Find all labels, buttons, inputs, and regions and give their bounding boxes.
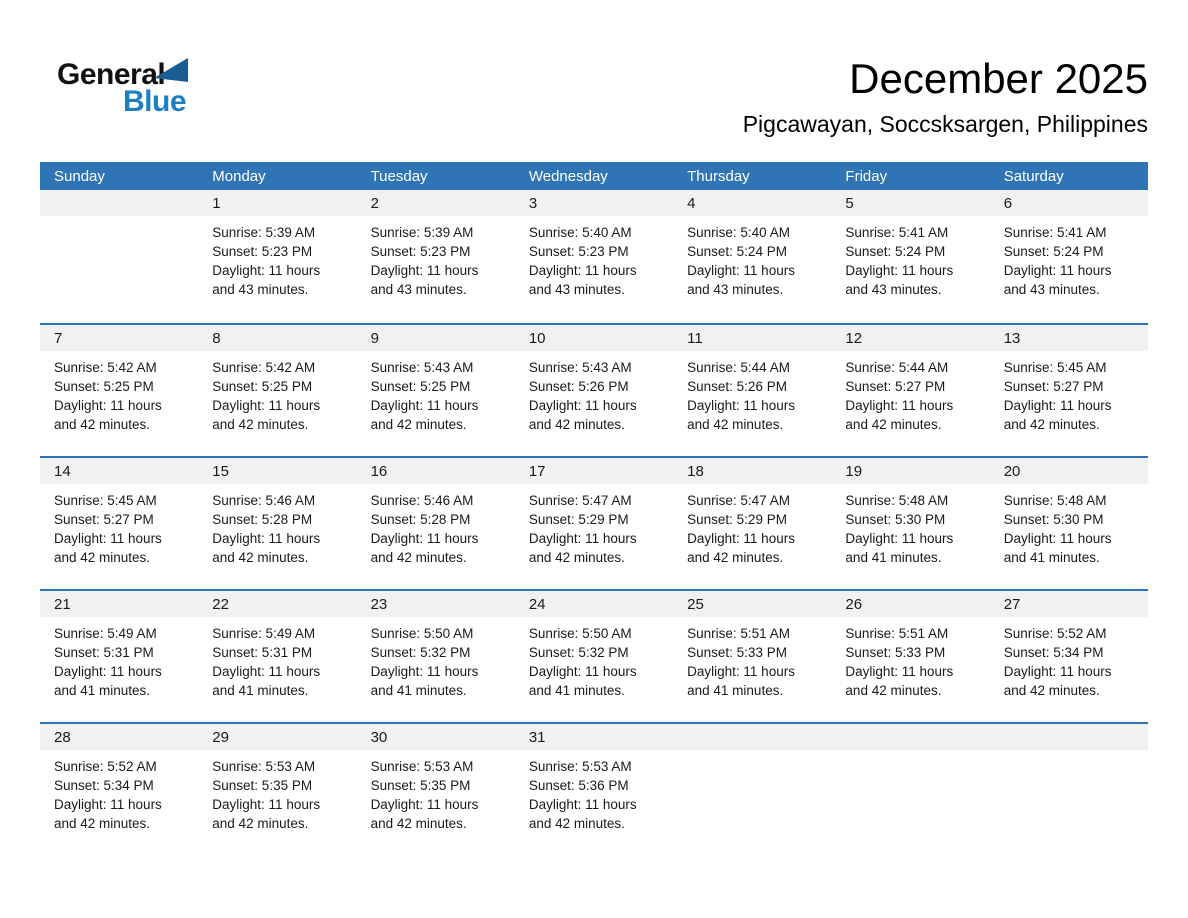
daylight-line-1: Daylight: 11 hours	[54, 531, 162, 546]
day-number: 14	[54, 462, 71, 480]
day-number: 26	[845, 595, 863, 613]
day-number: 31	[528, 728, 546, 746]
day-number: 21	[54, 595, 71, 613]
sunset-line: Sunset: 5:25 PM	[54, 379, 154, 394]
daylight-line-1: Daylight: 11 hours	[212, 664, 321, 679]
day-number: 2	[370, 194, 379, 212]
day-number-cell	[515, 330, 673, 347]
sunset-line: Sunset: 5:27 PM	[845, 379, 946, 394]
weekday-header-friday: Friday	[845, 167, 888, 185]
day-cell-details	[198, 617, 356, 700]
day-cell-details	[40, 750, 198, 833]
empty-day-cell	[673, 750, 831, 833]
sunset-line: Sunset: 5:24 PM	[687, 244, 787, 259]
sunset-line: Sunset: 5:23 PM	[528, 244, 629, 259]
daylight-line-2: and 41 minutes.	[1003, 550, 1100, 565]
sunrise-line: Sunrise: 5:52 AM	[1003, 626, 1107, 641]
day-number-band	[40, 325, 1148, 351]
sunset-line: Sunset: 5:32 PM	[528, 645, 629, 660]
sunset-line: Sunset: 5:35 PM	[212, 778, 313, 793]
weekday-header-monday: Monday	[212, 167, 266, 185]
daylight-line-2: and 42 minutes.	[845, 417, 942, 432]
daylight-line-2: and 42 minutes.	[54, 550, 151, 565]
daylight-line-2: and 43 minutes.	[1003, 282, 1100, 297]
sunset-line: Sunset: 5:29 PM	[687, 512, 787, 527]
daylight-line-1: Daylight: 11 hours	[528, 531, 637, 546]
daylight-line-2: and 41 minutes.	[528, 683, 625, 698]
daylight-line-2: and 41 minutes.	[212, 683, 309, 698]
empty-day-cell	[831, 750, 989, 833]
sunset-line: Sunset: 5:23 PM	[212, 244, 313, 259]
day-cell-details	[990, 351, 1148, 434]
daylight-line-2: and 41 minutes.	[370, 683, 467, 698]
daylight-line-1: Daylight: 11 hours	[370, 664, 479, 679]
sunset-line: Sunset: 5:29 PM	[528, 512, 629, 527]
day-number: 28	[54, 728, 71, 746]
day-number: 20	[1003, 462, 1021, 480]
day-cell-details	[40, 617, 198, 700]
day-number: 5	[845, 194, 854, 212]
day-number-cell	[515, 596, 673, 613]
daylight-line-2: and 42 minutes.	[370, 816, 467, 831]
sunrise-line: Sunrise: 5:46 AM	[370, 493, 474, 508]
calendar-weeks	[40, 190, 1148, 855]
day-number: 30	[370, 728, 388, 746]
daylight-line-1: Daylight: 11 hours	[54, 398, 162, 413]
sunrise-line: Sunrise: 5:52 AM	[54, 759, 157, 774]
sunset-line: Sunset: 5:34 PM	[54, 778, 154, 793]
daylight-line-2: and 42 minutes.	[687, 417, 784, 432]
day-number-cell	[673, 195, 831, 212]
sunrise-line: Sunrise: 5:40 AM	[528, 225, 632, 240]
sunrise-line: Sunrise: 5:43 AM	[370, 360, 474, 375]
day-number: 29	[212, 728, 229, 746]
sunrise-line: Sunrise: 5:47 AM	[687, 493, 790, 508]
daylight-line-1: Daylight: 11 hours	[528, 664, 637, 679]
sunset-line: Sunset: 5:28 PM	[212, 512, 313, 527]
daylight-line-1: Daylight: 11 hours	[528, 398, 637, 413]
daylight-line-2: and 43 minutes.	[212, 282, 309, 297]
day-number-cell	[673, 596, 831, 613]
day-details-row	[40, 484, 1148, 567]
day-number-cell	[357, 463, 515, 480]
sunset-line: Sunset: 5:26 PM	[687, 379, 787, 394]
day-number-cell	[831, 330, 989, 347]
sunrise-line: Sunrise: 5:53 AM	[370, 759, 474, 774]
sunrise-line: Sunrise: 5:40 AM	[687, 225, 790, 240]
day-cell-details	[673, 617, 831, 700]
day-cell-details	[40, 484, 198, 567]
daylight-line-1: Daylight: 11 hours	[212, 531, 321, 546]
day-number-cell	[990, 596, 1148, 613]
day-details-row	[40, 216, 1148, 299]
daylight-line-1: Daylight: 11 hours	[1003, 263, 1112, 278]
daylight-line-1: Daylight: 11 hours	[54, 797, 162, 812]
sunrise-line: Sunrise: 5:44 AM	[687, 360, 790, 375]
daylight-line-1: Daylight: 11 hours	[845, 531, 954, 546]
weekday-header-sunday: Sunday	[54, 167, 105, 185]
day-number: 3	[528, 194, 538, 212]
day-number: 25	[687, 595, 704, 613]
daylight-line-1: Daylight: 11 hours	[528, 797, 637, 812]
sunrise-line: Sunrise: 5:47 AM	[528, 493, 632, 508]
sunrise-line: Sunrise: 5:45 AM	[1003, 360, 1107, 375]
sunset-line: Sunset: 5:24 PM	[1003, 244, 1104, 259]
day-number: 19	[845, 462, 863, 480]
sunrise-line: Sunrise: 5:41 AM	[845, 225, 949, 240]
daylight-line-2: and 42 minutes.	[528, 550, 625, 565]
sunrise-line: Sunrise: 5:50 AM	[370, 626, 474, 641]
day-number: 13	[1003, 329, 1021, 347]
sunrise-line: Sunrise: 5:53 AM	[528, 759, 632, 774]
weekday-header-wednesday: Wednesday	[528, 167, 608, 185]
day-number: 11	[687, 329, 703, 347]
day-number-cell	[198, 195, 356, 212]
day-cell-details	[515, 617, 673, 700]
daylight-line-1: Daylight: 11 hours	[687, 664, 795, 679]
daylight-line-2: and 42 minutes.	[54, 417, 151, 432]
daylight-line-2: and 42 minutes.	[845, 683, 942, 698]
day-number: 24	[528, 595, 546, 613]
daylight-line-1: Daylight: 11 hours	[528, 263, 637, 278]
daylight-line-2: and 42 minutes.	[528, 417, 625, 432]
sunrise-line: Sunrise: 5:43 AM	[528, 360, 632, 375]
daylight-line-1: Daylight: 11 hours	[1003, 664, 1112, 679]
daylight-line-1: Daylight: 11 hours	[212, 263, 321, 278]
day-number: 4	[687, 194, 696, 212]
daylight-line-1: Daylight: 11 hours	[687, 398, 795, 413]
day-cell-details	[357, 216, 515, 299]
day-cell-details	[198, 750, 356, 833]
day-cell-details	[357, 484, 515, 567]
day-number-cell	[40, 596, 198, 613]
general-blue-logo	[57, 60, 186, 117]
day-cell-details	[831, 484, 989, 567]
daylight-line-1: Daylight: 11 hours	[370, 797, 479, 812]
daylight-line-2: and 42 minutes.	[687, 550, 784, 565]
daylight-line-1: Daylight: 11 hours	[1003, 398, 1112, 413]
day-number-cell	[515, 463, 673, 480]
page-title: December 2025	[849, 55, 1148, 102]
daylight-line-2: and 42 minutes.	[370, 417, 467, 432]
day-cell-details	[198, 351, 356, 434]
day-cell-details	[515, 351, 673, 434]
day-cell-details	[198, 216, 356, 299]
day-cell-details	[357, 617, 515, 700]
sunset-line: Sunset: 5:27 PM	[54, 512, 154, 527]
daylight-line-1: Daylight: 11 hours	[845, 664, 954, 679]
day-number-cell	[990, 330, 1148, 347]
daylight-line-2: and 41 minutes.	[845, 550, 942, 565]
day-number: 1	[212, 194, 221, 212]
calendar-table	[40, 162, 1148, 855]
day-cell-details	[357, 351, 515, 434]
week-row	[40, 190, 1148, 323]
sunrise-line: Sunrise: 5:53 AM	[212, 759, 316, 774]
day-cell-details	[673, 351, 831, 434]
day-number-cell	[40, 330, 198, 347]
page-header	[0, 0, 1188, 162]
day-number-band	[40, 190, 1148, 216]
day-number-cell	[357, 729, 515, 746]
day-number: 16	[370, 462, 388, 480]
day-number-cell	[40, 729, 198, 746]
daylight-line-2: and 42 minutes.	[370, 550, 467, 565]
daylight-line-2: and 42 minutes.	[1003, 417, 1100, 432]
day-number-cell	[515, 729, 673, 746]
day-number-band	[40, 591, 1148, 617]
sunset-line: Sunset: 5:36 PM	[528, 778, 629, 793]
weekday-header-thursday: Thursday	[687, 167, 750, 185]
logo-triangle-icon	[154, 58, 188, 90]
day-cell-details	[831, 216, 989, 299]
sunset-line: Sunset: 5:27 PM	[1003, 379, 1104, 394]
day-number: 22	[212, 595, 229, 613]
week-row	[40, 323, 1148, 456]
sunset-line: Sunset: 5:30 PM	[845, 512, 946, 527]
sunrise-line: Sunrise: 5:42 AM	[54, 360, 157, 375]
day-number: 18	[687, 462, 704, 480]
day-number: 27	[1003, 595, 1021, 613]
sunrise-line: Sunrise: 5:48 AM	[1003, 493, 1107, 508]
sunrise-line: Sunrise: 5:51 AM	[687, 626, 790, 641]
day-cell-details	[673, 484, 831, 567]
daylight-line-1: Daylight: 11 hours	[212, 797, 321, 812]
weekday-header-row	[40, 162, 1148, 190]
daylight-line-1: Daylight: 11 hours	[212, 398, 321, 413]
day-number: 12	[845, 329, 863, 347]
weekday-header-saturday: Saturday	[1003, 167, 1064, 185]
day-number-cell	[673, 330, 831, 347]
day-cell-details	[990, 617, 1148, 700]
daylight-line-1: Daylight: 11 hours	[687, 263, 795, 278]
day-number: 23	[370, 595, 388, 613]
day-number-cell	[40, 463, 198, 480]
logo-text-general: General	[57, 58, 166, 91]
sunset-line: Sunset: 5:34 PM	[1003, 645, 1104, 660]
sunset-line: Sunset: 5:35 PM	[370, 778, 471, 793]
daylight-line-2: and 42 minutes.	[1003, 683, 1100, 698]
day-number-cell	[357, 596, 515, 613]
day-number-cell	[990, 463, 1148, 480]
day-number-cell	[831, 596, 989, 613]
day-number: 10	[528, 329, 546, 347]
daylight-line-2: and 43 minutes.	[687, 282, 784, 297]
sunset-line: Sunset: 5:32 PM	[370, 645, 471, 660]
day-number: 17	[528, 462, 546, 480]
daylight-line-1: Daylight: 11 hours	[370, 263, 479, 278]
sunset-line: Sunset: 5:31 PM	[54, 645, 154, 660]
weekday-header-tuesday: Tuesday	[370, 167, 428, 185]
day-cell-details	[831, 617, 989, 700]
sunset-line: Sunset: 5:23 PM	[370, 244, 471, 259]
sunrise-line: Sunrise: 5:45 AM	[54, 493, 157, 508]
day-details-row	[40, 351, 1148, 434]
sunrise-line: Sunrise: 5:39 AM	[370, 225, 474, 240]
day-cell-details	[515, 750, 673, 833]
sunset-line: Sunset: 5:24 PM	[845, 244, 946, 259]
sunset-line: Sunset: 5:26 PM	[528, 379, 629, 394]
day-number-cell	[990, 195, 1148, 212]
sunrise-line: Sunrise: 5:46 AM	[212, 493, 316, 508]
location-subtitle: Pigcawayan, Soccsksargen, Philippines	[742, 111, 1148, 138]
sunrise-line: Sunrise: 5:39 AM	[212, 225, 316, 240]
day-cell-details	[357, 750, 515, 833]
daylight-line-1: Daylight: 11 hours	[370, 531, 479, 546]
sunrise-line: Sunrise: 5:49 AM	[54, 626, 157, 641]
day-cell-details	[40, 351, 198, 434]
title-block	[743, 56, 1148, 138]
day-cell-details	[673, 216, 831, 299]
daylight-line-1: Daylight: 11 hours	[54, 664, 162, 679]
daylight-line-2: and 41 minutes.	[687, 683, 784, 698]
day-cell-details	[515, 216, 673, 299]
sunrise-line: Sunrise: 5:51 AM	[845, 626, 949, 641]
day-number-cell	[831, 463, 989, 480]
daylight-line-2: and 42 minutes.	[528, 816, 625, 831]
daylight-line-2: and 43 minutes.	[528, 282, 625, 297]
daylight-line-2: and 43 minutes.	[845, 282, 942, 297]
sunset-line: Sunset: 5:25 PM	[212, 379, 313, 394]
day-cell-details	[990, 216, 1148, 299]
sunrise-line: Sunrise: 5:49 AM	[212, 626, 316, 641]
day-details-row	[40, 617, 1148, 700]
day-number-cell	[198, 729, 356, 746]
daylight-line-1: Daylight: 11 hours	[1003, 531, 1112, 546]
sunset-line: Sunset: 5:25 PM	[370, 379, 471, 394]
daylight-line-2: and 41 minutes.	[54, 683, 151, 698]
daylight-line-2: and 42 minutes.	[212, 550, 309, 565]
sunrise-line: Sunrise: 5:48 AM	[845, 493, 949, 508]
sunrise-line: Sunrise: 5:44 AM	[845, 360, 949, 375]
week-row	[40, 456, 1148, 589]
empty-day-cell	[40, 216, 198, 299]
daylight-line-2: and 42 minutes.	[212, 816, 309, 831]
day-number-cell	[831, 195, 989, 212]
day-number: 9	[370, 329, 379, 347]
logo-text-blue: Blue	[123, 85, 187, 118]
sunset-line: Sunset: 5:31 PM	[212, 645, 313, 660]
daylight-line-1: Daylight: 11 hours	[845, 398, 954, 413]
sunrise-line: Sunrise: 5:42 AM	[212, 360, 316, 375]
daylight-line-1: Daylight: 11 hours	[370, 398, 479, 413]
day-number: 6	[1003, 194, 1013, 212]
day-cell-details	[515, 484, 673, 567]
sunset-line: Sunset: 5:33 PM	[845, 645, 946, 660]
day-cell-details	[198, 484, 356, 567]
week-row	[40, 589, 1148, 722]
day-cell-details	[831, 351, 989, 434]
day-number-band	[40, 458, 1148, 484]
day-number: 8	[212, 329, 221, 347]
day-number-cell	[198, 596, 356, 613]
day-number: 15	[212, 462, 229, 480]
week-row	[40, 722, 1148, 855]
day-number-cell	[198, 463, 356, 480]
day-number-cell	[357, 195, 515, 212]
daylight-line-2: and 42 minutes.	[212, 417, 309, 432]
sunset-line: Sunset: 5:33 PM	[687, 645, 787, 660]
daylight-line-1: Daylight: 11 hours	[845, 263, 954, 278]
day-number-cell	[198, 330, 356, 347]
empty-day-cell	[990, 750, 1148, 833]
sunset-line: Sunset: 5:30 PM	[1003, 512, 1104, 527]
sunrise-line: Sunrise: 5:50 AM	[528, 626, 632, 641]
day-cell-details	[990, 484, 1148, 567]
daylight-line-1: Daylight: 11 hours	[687, 531, 795, 546]
day-number: 7	[54, 329, 63, 347]
daylight-line-2: and 42 minutes.	[54, 816, 151, 831]
day-number-cell	[515, 195, 673, 212]
day-number-cell	[673, 463, 831, 480]
day-number-band	[40, 724, 1148, 750]
sunrise-line: Sunrise: 5:41 AM	[1003, 225, 1107, 240]
sunset-line: Sunset: 5:28 PM	[370, 512, 471, 527]
day-details-row	[40, 750, 1148, 833]
day-number-cell	[357, 330, 515, 347]
daylight-line-2: and 43 minutes.	[370, 282, 467, 297]
